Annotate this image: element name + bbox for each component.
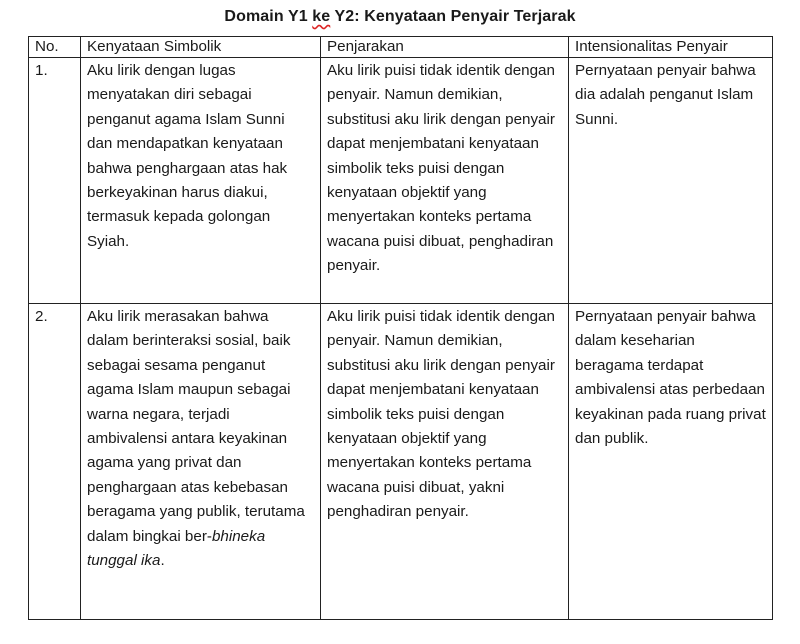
header-poet-intentionality: Intensionalitas Penyair: [569, 37, 773, 58]
title-suffix: Y2: Kenyataan Penyair Terjarak: [330, 8, 576, 25]
poet-intentionality-cell: Pernyataan penyair bahwa dalam keseharian beragama terdapat ambivalensi atas perbedaan keyakinan pada ruang privat dan publik.: [569, 304, 773, 620]
table-header: [29, 37, 773, 58]
header-row: [29, 37, 773, 58]
table-row: [29, 58, 773, 304]
title-misspelled-word: ke: [312, 8, 331, 25]
symbolic-italic-phrase: bhineka tunggal ika: [87, 527, 266, 570]
row-number: 2.: [29, 304, 81, 620]
title-prefix: Domain Y1: [224, 8, 313, 25]
header-no: No.: [29, 37, 81, 58]
distancing-cell: Aku lirik puisi tidak identik dengan penyair. Namun demikian, substitusi aku lirik dengan penyair dapat menjembatani kenyataan simbolik teks puisi dengan kenyataan objektif yang menyertakan konteks pertama wacana puisi dibuat, yakni penghadiran penyair.: [321, 304, 569, 620]
row-number: 1.: [29, 58, 81, 304]
distancing-cell: Aku lirik puisi tidak identik dengan penyair. Namun demikian, substitusi aku lirik dengan penyair dapat menjembatani kenyataan simbolik teks puisi dengan kenyataan objektif yang menyertakan konteks pertama wacana puisi dibuat, penghadiran penyair.: [321, 58, 569, 304]
header-symbolic-reality: Kenyataan Simbolik: [81, 37, 321, 58]
analysis-table: [28, 36, 773, 620]
symbolic-text: Aku lirik merasakan bahwa dalam berinteraksi sosial, baik sebagai sesama penganut agama Islam maupun sebagai warna negara, terjadi ambivalensi antara keyakinan agama yang privat dan penghargaan atas kebebasan beragama yang publik, terutama dalam bingkai ber-: [87, 308, 305, 545]
table-row: [29, 304, 773, 620]
header-distancing: Penjarakan: [321, 37, 569, 58]
table-body: [29, 58, 773, 620]
symbolic-reality-cell: Aku lirik dengan lugas menyatakan diri sebagai penganut agama Islam Sunni dan mendapatkan kenyataan bahwa penghargaan atas hak berkeyakinan harus diakui, termasuk kepada golongan Syiah.: [81, 58, 321, 304]
symbolic-text-end: .: [160, 552, 165, 570]
document-title: [0, 8, 800, 26]
poet-intentionality-cell: Pernyataan penyair bahwa dia adalah penganut Islam Sunni.: [569, 58, 773, 304]
symbolic-reality-cell: [81, 304, 321, 620]
